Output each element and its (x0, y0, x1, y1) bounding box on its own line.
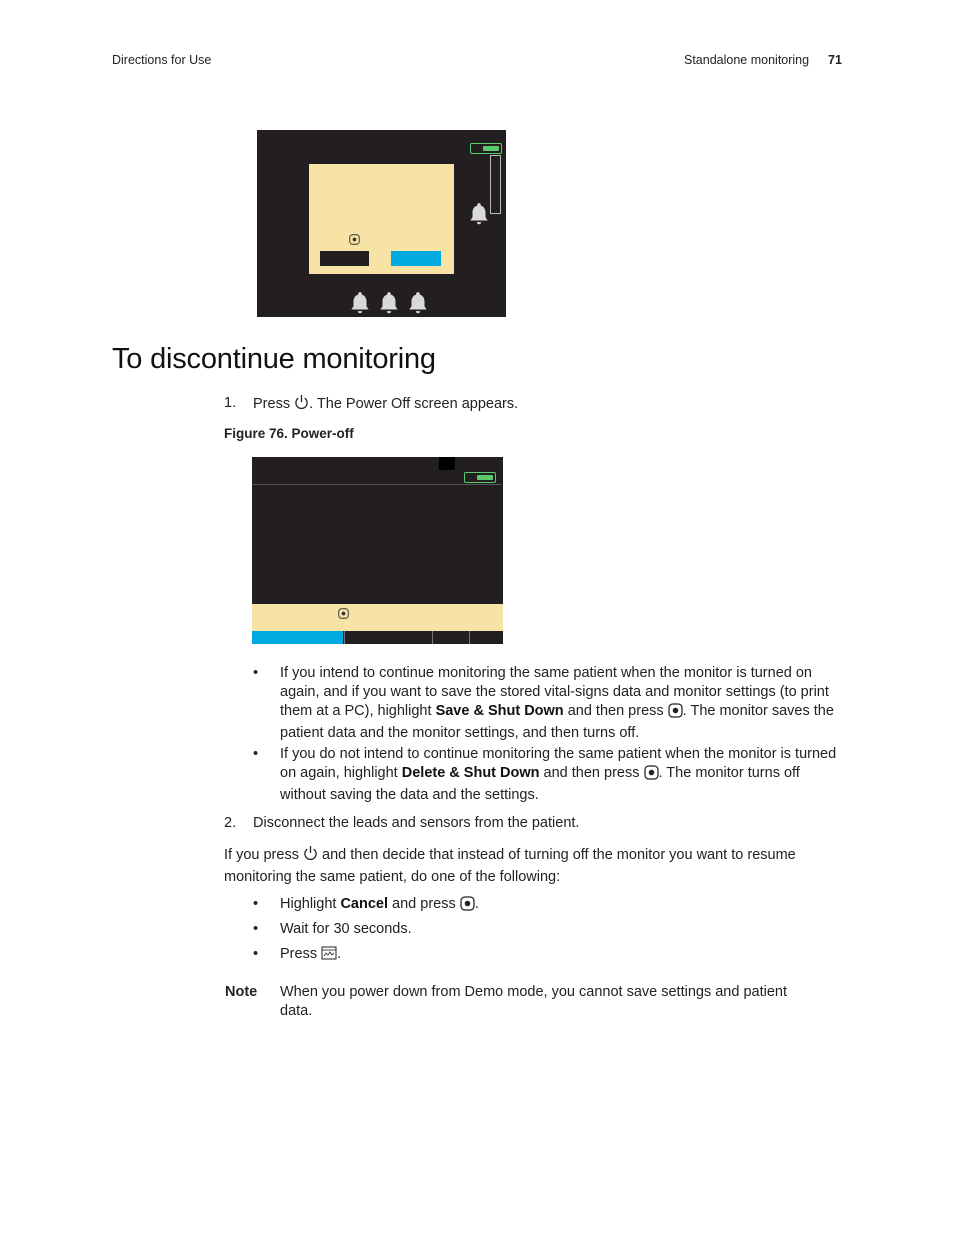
dialog-confirm-button[interactable] (391, 251, 441, 266)
step-number: 1. (224, 395, 237, 411)
power-icon (294, 394, 309, 417)
save-shut-down-softkey[interactable] (252, 631, 343, 644)
section-heading: To discontinue monitoring (112, 343, 436, 375)
bullet-symbol: • (253, 946, 259, 962)
cancel-softkey[interactable] (469, 631, 504, 644)
power-icon (303, 845, 318, 868)
step-1-text-before: Press (253, 396, 291, 412)
alarm-bell-icon (376, 290, 402, 316)
softkey-row (252, 631, 503, 644)
page-number: 71 (828, 53, 842, 67)
bullet-cancel: Highlight Cancel and press . (280, 895, 479, 917)
softkey-3[interactable] (432, 631, 469, 644)
bullet-wait: Wait for 30 seconds. (280, 921, 412, 937)
bullet-save-shut-down: If you intend to continue monitoring the same patient when the monitor is turned on again, and if you want to save the stored vital-signs data and monitor settings (to print them at a PC), highlight Save & Shut Down and then press . The monitor saves the patient data and the monitor settings, and then turns off. (280, 665, 834, 741)
resume-paragraph: If you press and then decide that instead of turning off the monitor you want to resume monitoring the same patient, do one of the following: (224, 847, 796, 885)
bullet-delete-shut-down: If you do not intend to continue monitoring the same patient when the monitor is turned on again, highlight Delete & Shut Down and then press . The monitor turns off without saving the data and the settings. (280, 746, 837, 803)
battery-icon (470, 143, 502, 154)
status-indicator (439, 457, 455, 470)
running-header-left: Directions for Use (112, 53, 212, 67)
ok-button-icon (668, 703, 683, 724)
ok-button-icon (644, 765, 659, 786)
delete-shut-down-softkey[interactable] (344, 631, 432, 644)
alarm-bells (347, 290, 431, 316)
dialog-cancel-button[interactable] (320, 251, 369, 266)
step-number: 2. (224, 815, 237, 831)
note-label: Note (225, 984, 258, 1000)
bullet-symbol: • (253, 665, 259, 681)
alarm-bell-icon (347, 290, 373, 316)
figure-caption: Figure 76. Power-off (224, 426, 354, 441)
alarm-bell-icon (405, 290, 431, 316)
ok-button-icon (349, 232, 360, 250)
power-off-prompt (252, 604, 503, 631)
power-off-screen (252, 457, 503, 644)
note-text: When you power down from Demo mode, you cannot save settings and patient data. (280, 984, 787, 1019)
home-screen-icon (321, 946, 337, 967)
running-header-section: Standalone monitoring (684, 53, 810, 67)
ok-button-icon (460, 896, 475, 917)
bullet-symbol: • (253, 921, 259, 937)
monitor-screen-dialog (257, 130, 506, 317)
bullet-symbol: • (253, 896, 259, 912)
bullet-press-home: Press . (280, 945, 341, 967)
alarm-bell-icon (466, 201, 492, 232)
step-2: Disconnect the leads and sensors from the patient. (253, 815, 580, 831)
confirm-dialog (309, 164, 454, 274)
step-1-text-after: . The Power Off screen appears. (309, 396, 519, 412)
battery-icon (464, 472, 496, 483)
step-1 (253, 394, 518, 417)
ok-button-icon (338, 606, 349, 624)
bullet-symbol: • (253, 746, 259, 762)
